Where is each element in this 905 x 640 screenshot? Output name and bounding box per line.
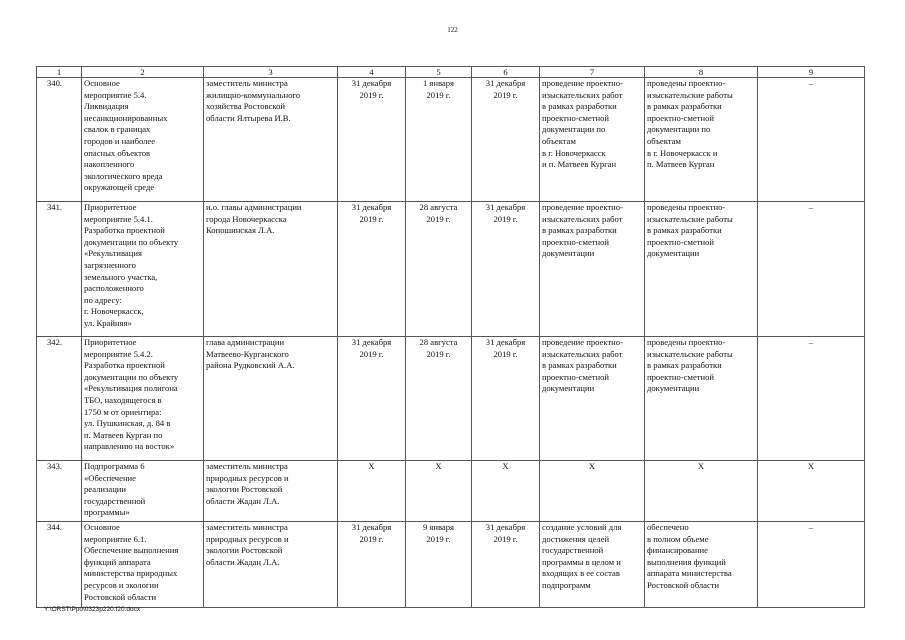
actual-end-date: X <box>472 461 540 522</box>
events-table <box>36 66 865 608</box>
planned-result: проведение проектно- изыскательских работ в рамках разработки проектно-сметной документации по объектам в г. Новочеркасск и п. Матвеев Курган <box>540 78 645 202</box>
planned-result: проведение проектно- изыскательских работ в рамках разработки проектно-сметной документации <box>540 202 645 337</box>
event-name: Приоритетное мероприятие 5.4.1. Разработка проектной документации по объекту «Рекультивация загрязненного земельного участка, расположенного по адресу: г. Новочеркасск, ул. Крайняя» <box>82 202 204 337</box>
actual-end-date: 31 декабря 2019 г. <box>472 78 540 202</box>
column-header: 8 <box>645 67 758 78</box>
planned-result: X <box>540 461 645 522</box>
reasons: – <box>758 78 865 202</box>
responsible-person: глава администрации Матвеево-Курганского района Рудковский А.А. <box>204 337 338 461</box>
row-number: 342. <box>37 337 82 461</box>
actual-result: X <box>645 461 758 522</box>
header-row <box>37 67 865 78</box>
table-row <box>37 337 865 461</box>
column-header: 2 <box>82 67 204 78</box>
row-number: 343. <box>37 461 82 522</box>
file-path-footer: Y:\ORST\Ppo\0323p220.f20.docx <box>44 606 141 613</box>
column-header: 3 <box>204 67 338 78</box>
reasons: – <box>758 337 865 461</box>
table-row <box>37 461 865 522</box>
row-number: 344. <box>37 522 82 608</box>
actual-result: проведены проектно- изыскательские работы в рамках разработки проектно-сметной документации <box>645 337 758 461</box>
planned-end-date: 31 декабря 2019 г. <box>338 522 406 608</box>
actual-end-date: 31 декабря 2019 г. <box>472 202 540 337</box>
planned-end-date: 31 декабря 2019 г. <box>338 337 406 461</box>
column-header: 6 <box>472 67 540 78</box>
row-number: 340. <box>37 78 82 202</box>
column-header: 7 <box>540 67 645 78</box>
planned-result: создание условий для достижения целей государственной программы в целом и входящих в ее состав подпрограмм <box>540 522 645 608</box>
actual-result: обеспечено в полном объеме финансирование выполнения функций аппарата министерства Ростовской области <box>645 522 758 608</box>
planned-end-date: X <box>338 461 406 522</box>
actual-end-date: 31 декабря 2019 г. <box>472 522 540 608</box>
actual-start-date: 28 августа 2019 г. <box>406 337 472 461</box>
reasons: X <box>758 461 865 522</box>
actual-result: проведены проектно- изыскательские работы в рамках разработки проектно-сметной документации по объектам в г. Новочеркасск и п. Матвеев Курган <box>645 78 758 202</box>
responsible-person: заместитель министра жилищно-коммунального хозяйства Ростовской области Ялтырева И.В. <box>204 78 338 202</box>
page-number: 122 <box>447 26 458 34</box>
column-header: 4 <box>338 67 406 78</box>
actual-start-date: X <box>406 461 472 522</box>
actual-start-date: 1 января 2019 г. <box>406 78 472 202</box>
column-header: 5 <box>406 67 472 78</box>
table-row <box>37 202 865 337</box>
event-name: Приоритетное мероприятие 5.4.2. Разработка проектной документации по объекту «Рекультивация полигона ТБО, находящегося в 1750 м от ориентира: ул. Пушкинская, д. 84 в п. Матвеев Курган по направлению на восток» <box>82 337 204 461</box>
column-header: 1 <box>37 67 82 78</box>
actual-end-date: 31 декабря 2019 г. <box>472 337 540 461</box>
planned-end-date: 31 декабря 2019 г. <box>338 202 406 337</box>
column-header: 9 <box>758 67 865 78</box>
responsible-person: заместитель министра природных ресурсов и экологии Ростовской области Жадан Л.А. <box>204 522 338 608</box>
event-name: Основное мероприятие 6.1. Обеспечение выполнения функций аппарата министерства природных ресурсов и экологии Ростовской области <box>82 522 204 608</box>
table-row <box>37 78 865 202</box>
actual-start-date: 28 августа 2019 г. <box>406 202 472 337</box>
event-name: Подпрограмма 6 «Обеспечение реализации государственной программы» <box>82 461 204 522</box>
planned-result: проведение проектно- изыскательских работ в рамках разработки проектно-сметной документации <box>540 337 645 461</box>
actual-result: проведены проектно- изыскательские работы в рамках разработки проектно-сметной документации <box>645 202 758 337</box>
planned-end-date: 31 декабря 2019 г. <box>338 78 406 202</box>
table-row <box>37 522 865 608</box>
responsible-person: заместитель министра природных ресурсов и экологии Ростовской области Жадан Л.А. <box>204 461 338 522</box>
reasons: – <box>758 522 865 608</box>
actual-start-date: 9 января 2019 г. <box>406 522 472 608</box>
event-name: Основное мероприятие 5.4. Ликвидация несанкционированных свалок в границах городов и наиболее опасных объектов накопленного экологического вреда окружающей среде <box>82 78 204 202</box>
row-number: 341. <box>37 202 82 337</box>
reasons: – <box>758 202 865 337</box>
responsible-person: и.о. главы администрации города Новочеркасска Копошинская Л.А. <box>204 202 338 337</box>
